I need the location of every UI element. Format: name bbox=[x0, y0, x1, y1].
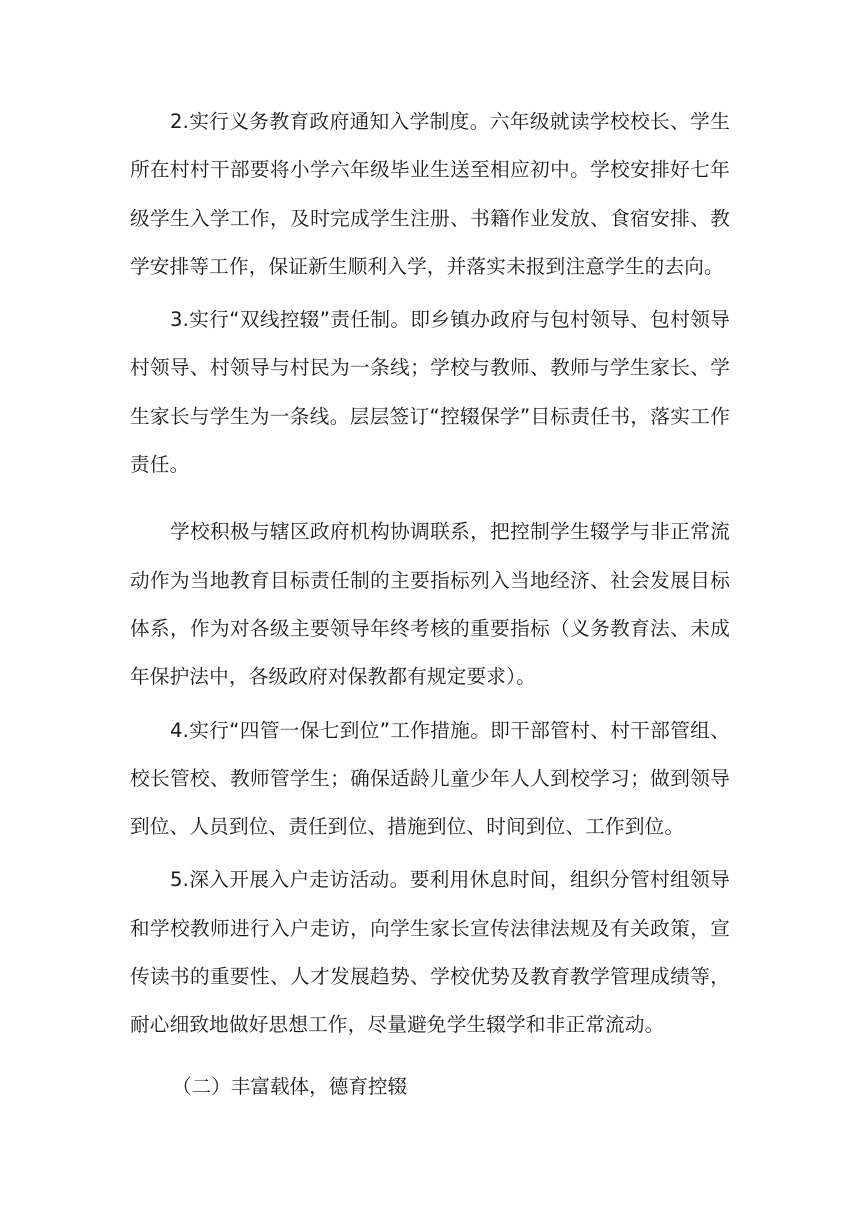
paragraph-government-coordination: 学校积极与辖区政府机构协调联系，把控制学生辍学与非正常流动作为当地教育目标责任制的主要指标列入当地经济、社会发展目标体系，作为对各级主要领导年终考核的重要指标（义务教育法、未成年保护法中，各级政府对保教都有规定要求）。 bbox=[130, 520, 730, 689]
document-body bbox=[130, 98, 730, 1111]
paragraph-home-visits: 5.深入开展入户走访活动。要利用休息时间，组织分管村组领导和学校教师进行入户走访，向学生家长宣传法律法规及有关政策，宣传读书的重要性、人才发展趋势、学校优势及教育教学管理成绩等，耐心细致地做好思想工作，尽量避免学生辍学和非正常流动。 bbox=[130, 868, 730, 1037]
paragraph-four-managements: 4.实行“四管一保七到位”工作措施。即干部管村、村干部管组、校长管校、教师管学生；确保适龄儿童少年人人到校学习；做到领导到位、人员到位、责任到位、措施到位、时间到位、工作到位。 bbox=[130, 718, 730, 839]
paragraph-enrollment-notice: 2.实行义务教育政府通知入学制度。六年级就读学校校长、学生所在村村干部要将小学六年级毕业生送至相应初中。学校安排好七年级学生入学工作，及时完成学生注册、书籍作业发放、食宿安排、教学安排等工作，保证新生顺利入学，并落实未报到注意学生的去向。 bbox=[130, 110, 730, 278]
paragraph-dual-line-responsibility: 3.实行“双线控辍”责任制。即乡镇办政府与包村领导、包村领导村领导、村领导与村民为一条线；学校与教师、教师与学生家长、学生家长与学生为一条线。层层签订“控辍保学”目标责任书，落实工作责任。 bbox=[130, 308, 730, 477]
section-heading: （二）丰富载体，德育控辍 bbox=[172, 1074, 408, 1098]
